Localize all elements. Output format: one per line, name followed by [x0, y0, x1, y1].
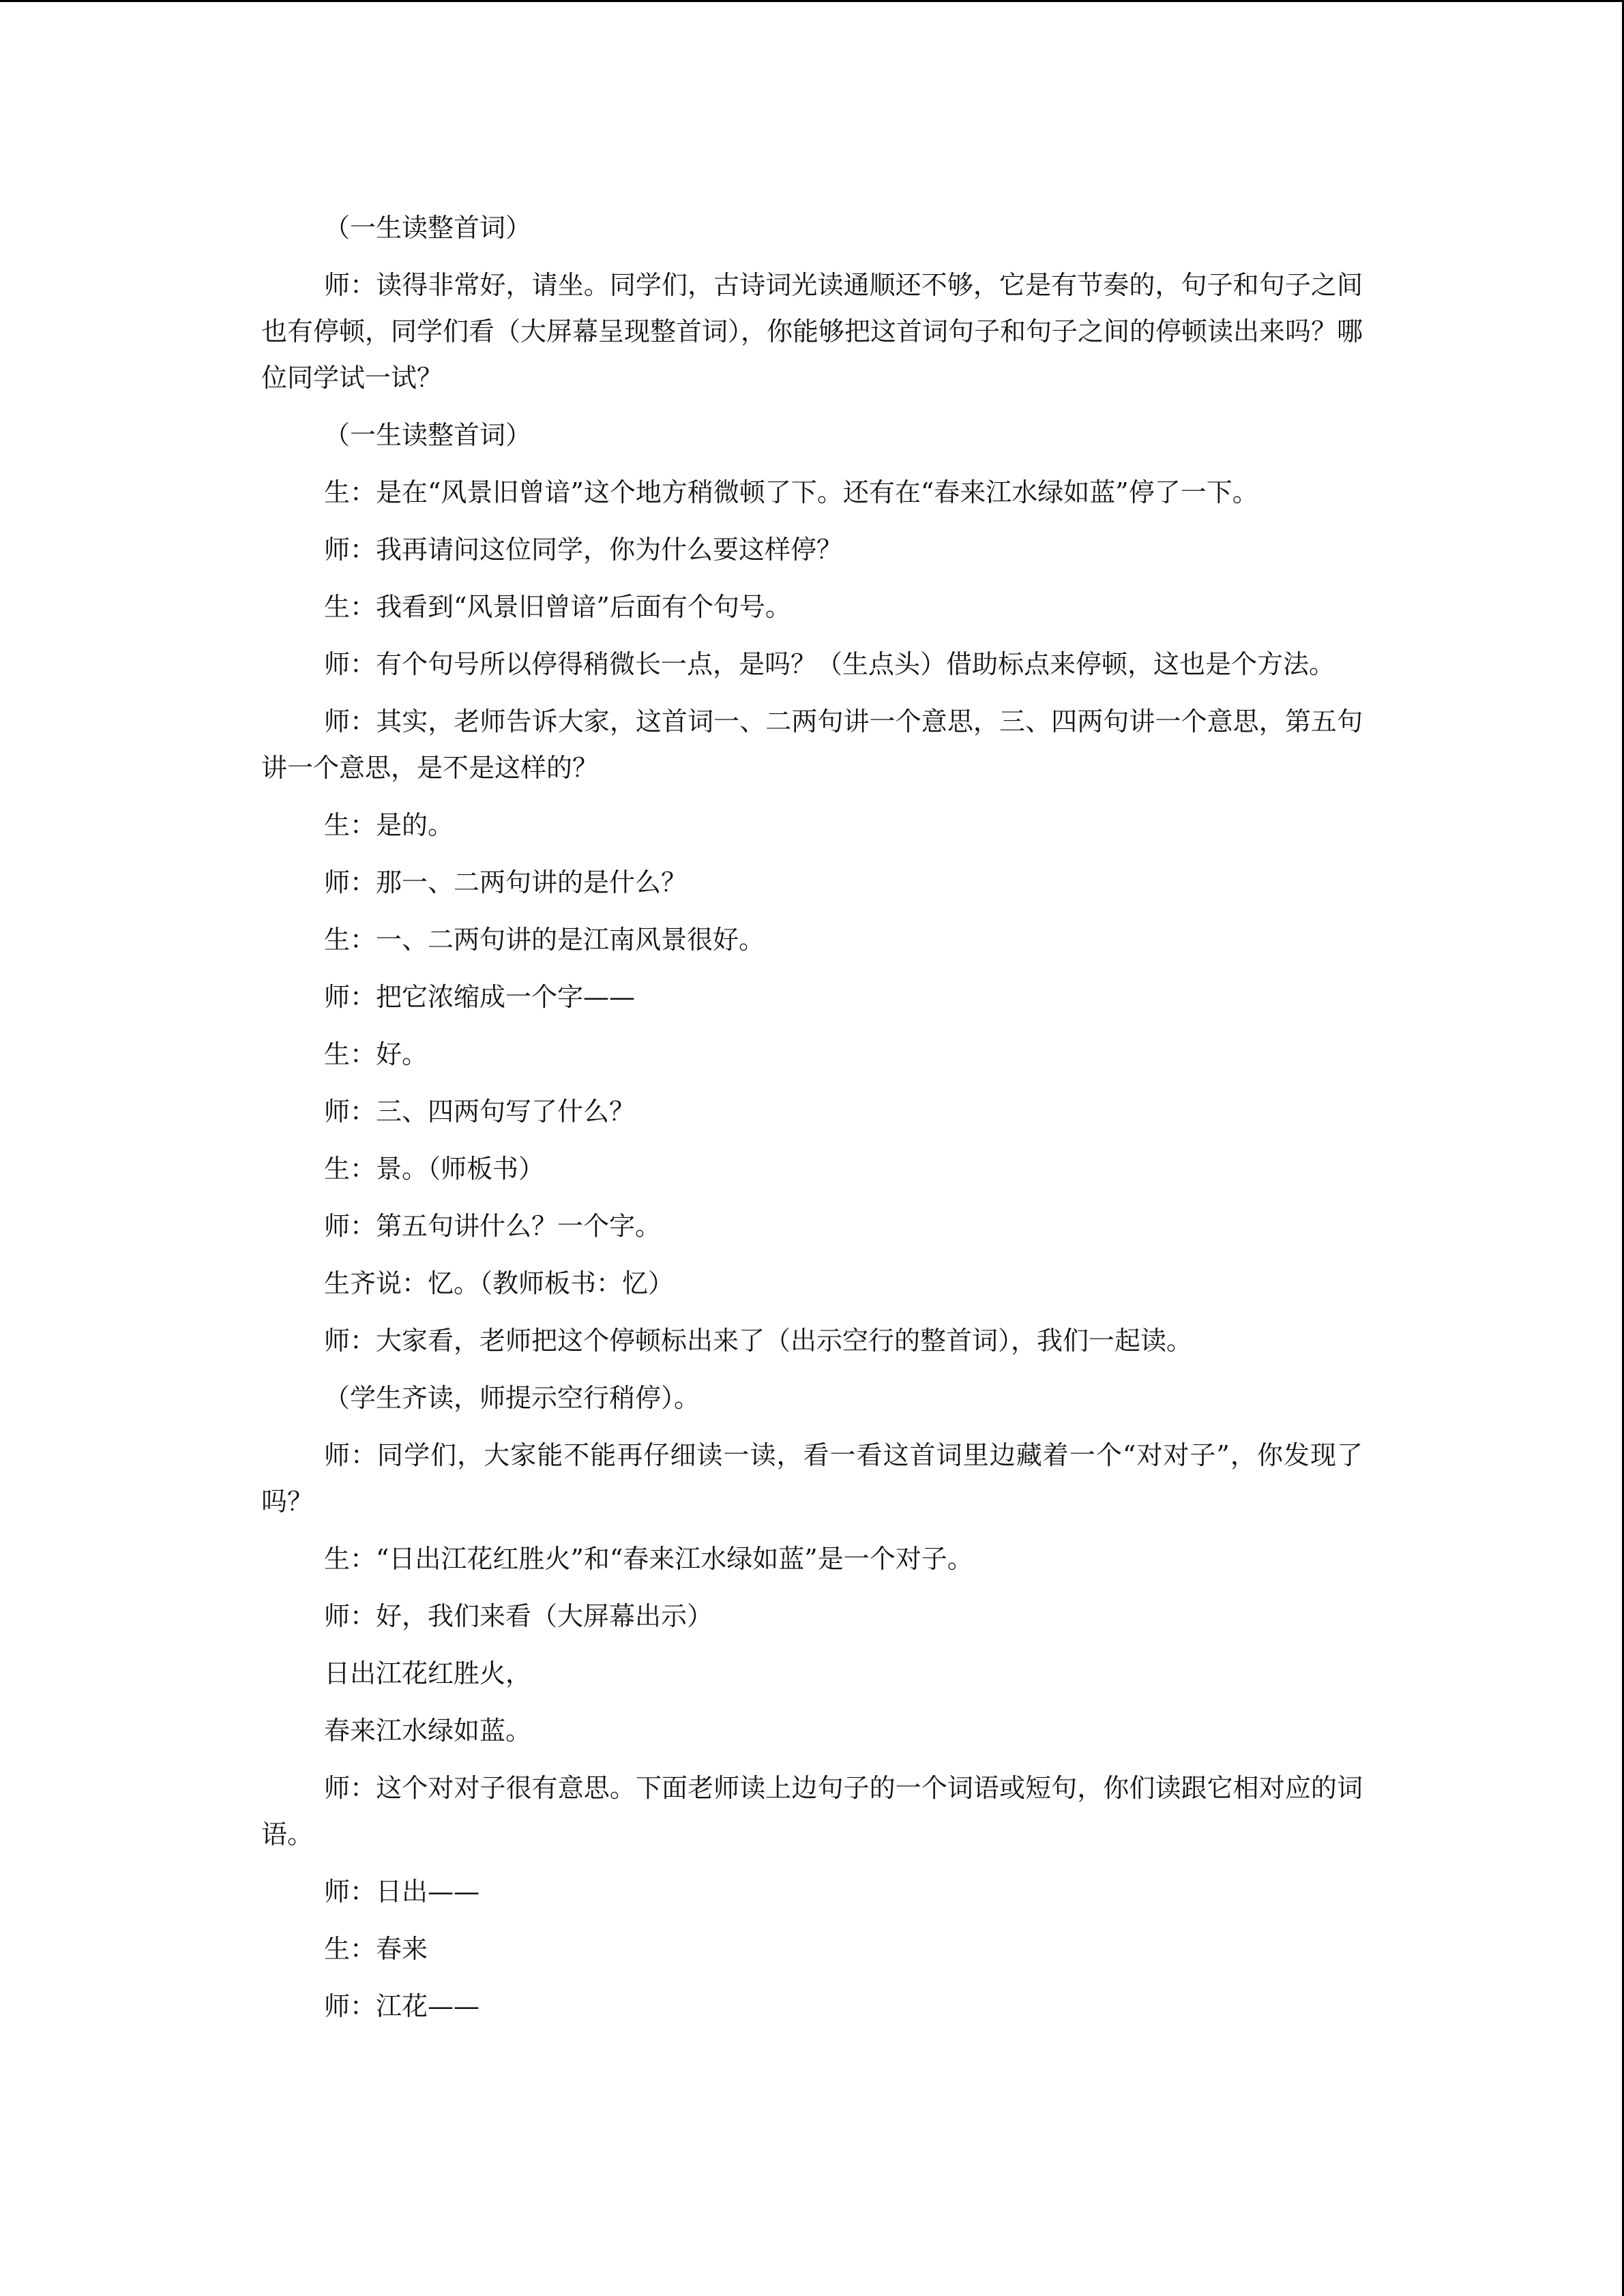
- paragraph: 师：大家看，老师把这个停顿标出来了（出示空行的整首词），我们一起读。: [324, 1326, 1193, 1356]
- paragraph: 师：三、四两句写了什么？: [324, 1097, 636, 1127]
- poem-line: 日出江花红胜火，: [324, 1658, 532, 1688]
- paragraph: 生齐说：忆。（教师板书：忆）: [324, 1268, 675, 1298]
- paragraph: 师：江花——: [324, 1991, 480, 2021]
- paragraph: 生：好。: [324, 1039, 428, 1069]
- paragraph: （学生齐读，师提示空行稍停）。: [324, 1383, 700, 1413]
- paragraph: （一生读整首词）: [324, 420, 532, 450]
- paragraph: 师：日出——: [324, 1877, 480, 1907]
- paragraph: 师：有个句号所以停得稍微长一点，是吗？（生点头）借助标点来停顿，这也是个方法。: [324, 649, 1335, 679]
- paragraph: 生：春来: [324, 1934, 428, 1964]
- paragraph: 师：好，我们来看（大屏幕出示）: [324, 1601, 713, 1631]
- document-page: [261, 205, 1363, 2040]
- paragraph: 师：这个对对子很有意思。下面老师读上边句子的一个词语或短句，你们读跟它相对应的词语。: [261, 1773, 1363, 1849]
- paragraph: （一生读整首词）: [324, 213, 532, 243]
- paragraph: 师：我再请问这位同学，你为什么要这样停？: [324, 535, 843, 565]
- paragraph: 生：一、二两句讲的是江南风景很好。: [324, 925, 765, 955]
- paragraph: 师：把它浓缩成一个字——: [324, 982, 636, 1012]
- paragraph: 生：是的。: [324, 810, 454, 840]
- paragraph: 师：那一、二两句讲的是什么？: [324, 867, 688, 897]
- paragraph: 师：读得非常好，请坐。同学们，古诗词光读通顺还不够，它是有节奏的，句子和句子之间也有停顿，同学们看（大屏幕呈现整首词），你能够把这首词句子和句子之间的停顿读出来吗？哪位同学试一试？: [261, 270, 1363, 393]
- page-top-border: [0, 0, 1624, 2]
- paragraph: 师：第五句讲什么？一个字。: [324, 1211, 662, 1241]
- paragraph: 生：我看到“风景旧曾谙”后面有个句号。: [324, 592, 791, 622]
- paragraph: 生：“日出江花红胜火”和“春来江水绿如蓝”是一个对子。: [324, 1544, 973, 1574]
- paragraph: 生：景。（师板书）: [324, 1154, 545, 1184]
- poem-line: 春来江水绿如蓝。: [324, 1716, 532, 1746]
- paragraph: 师：其实，老师告诉大家，这首词一、二两句讲一个意思，三、四两句讲一个意思，第五句讲一个意思，是不是这样的？: [261, 706, 1363, 783]
- paragraph: 师：同学们，大家能不能再仔细读一读，看一看这首词里边藏着一个“对对子”，你发现了吗？: [261, 1440, 1363, 1517]
- paragraph: 生：是在“风景旧曾谙”这个地方稍微顿了下。还有在“春来江水绿如蓝”停了一下。: [324, 477, 1258, 507]
